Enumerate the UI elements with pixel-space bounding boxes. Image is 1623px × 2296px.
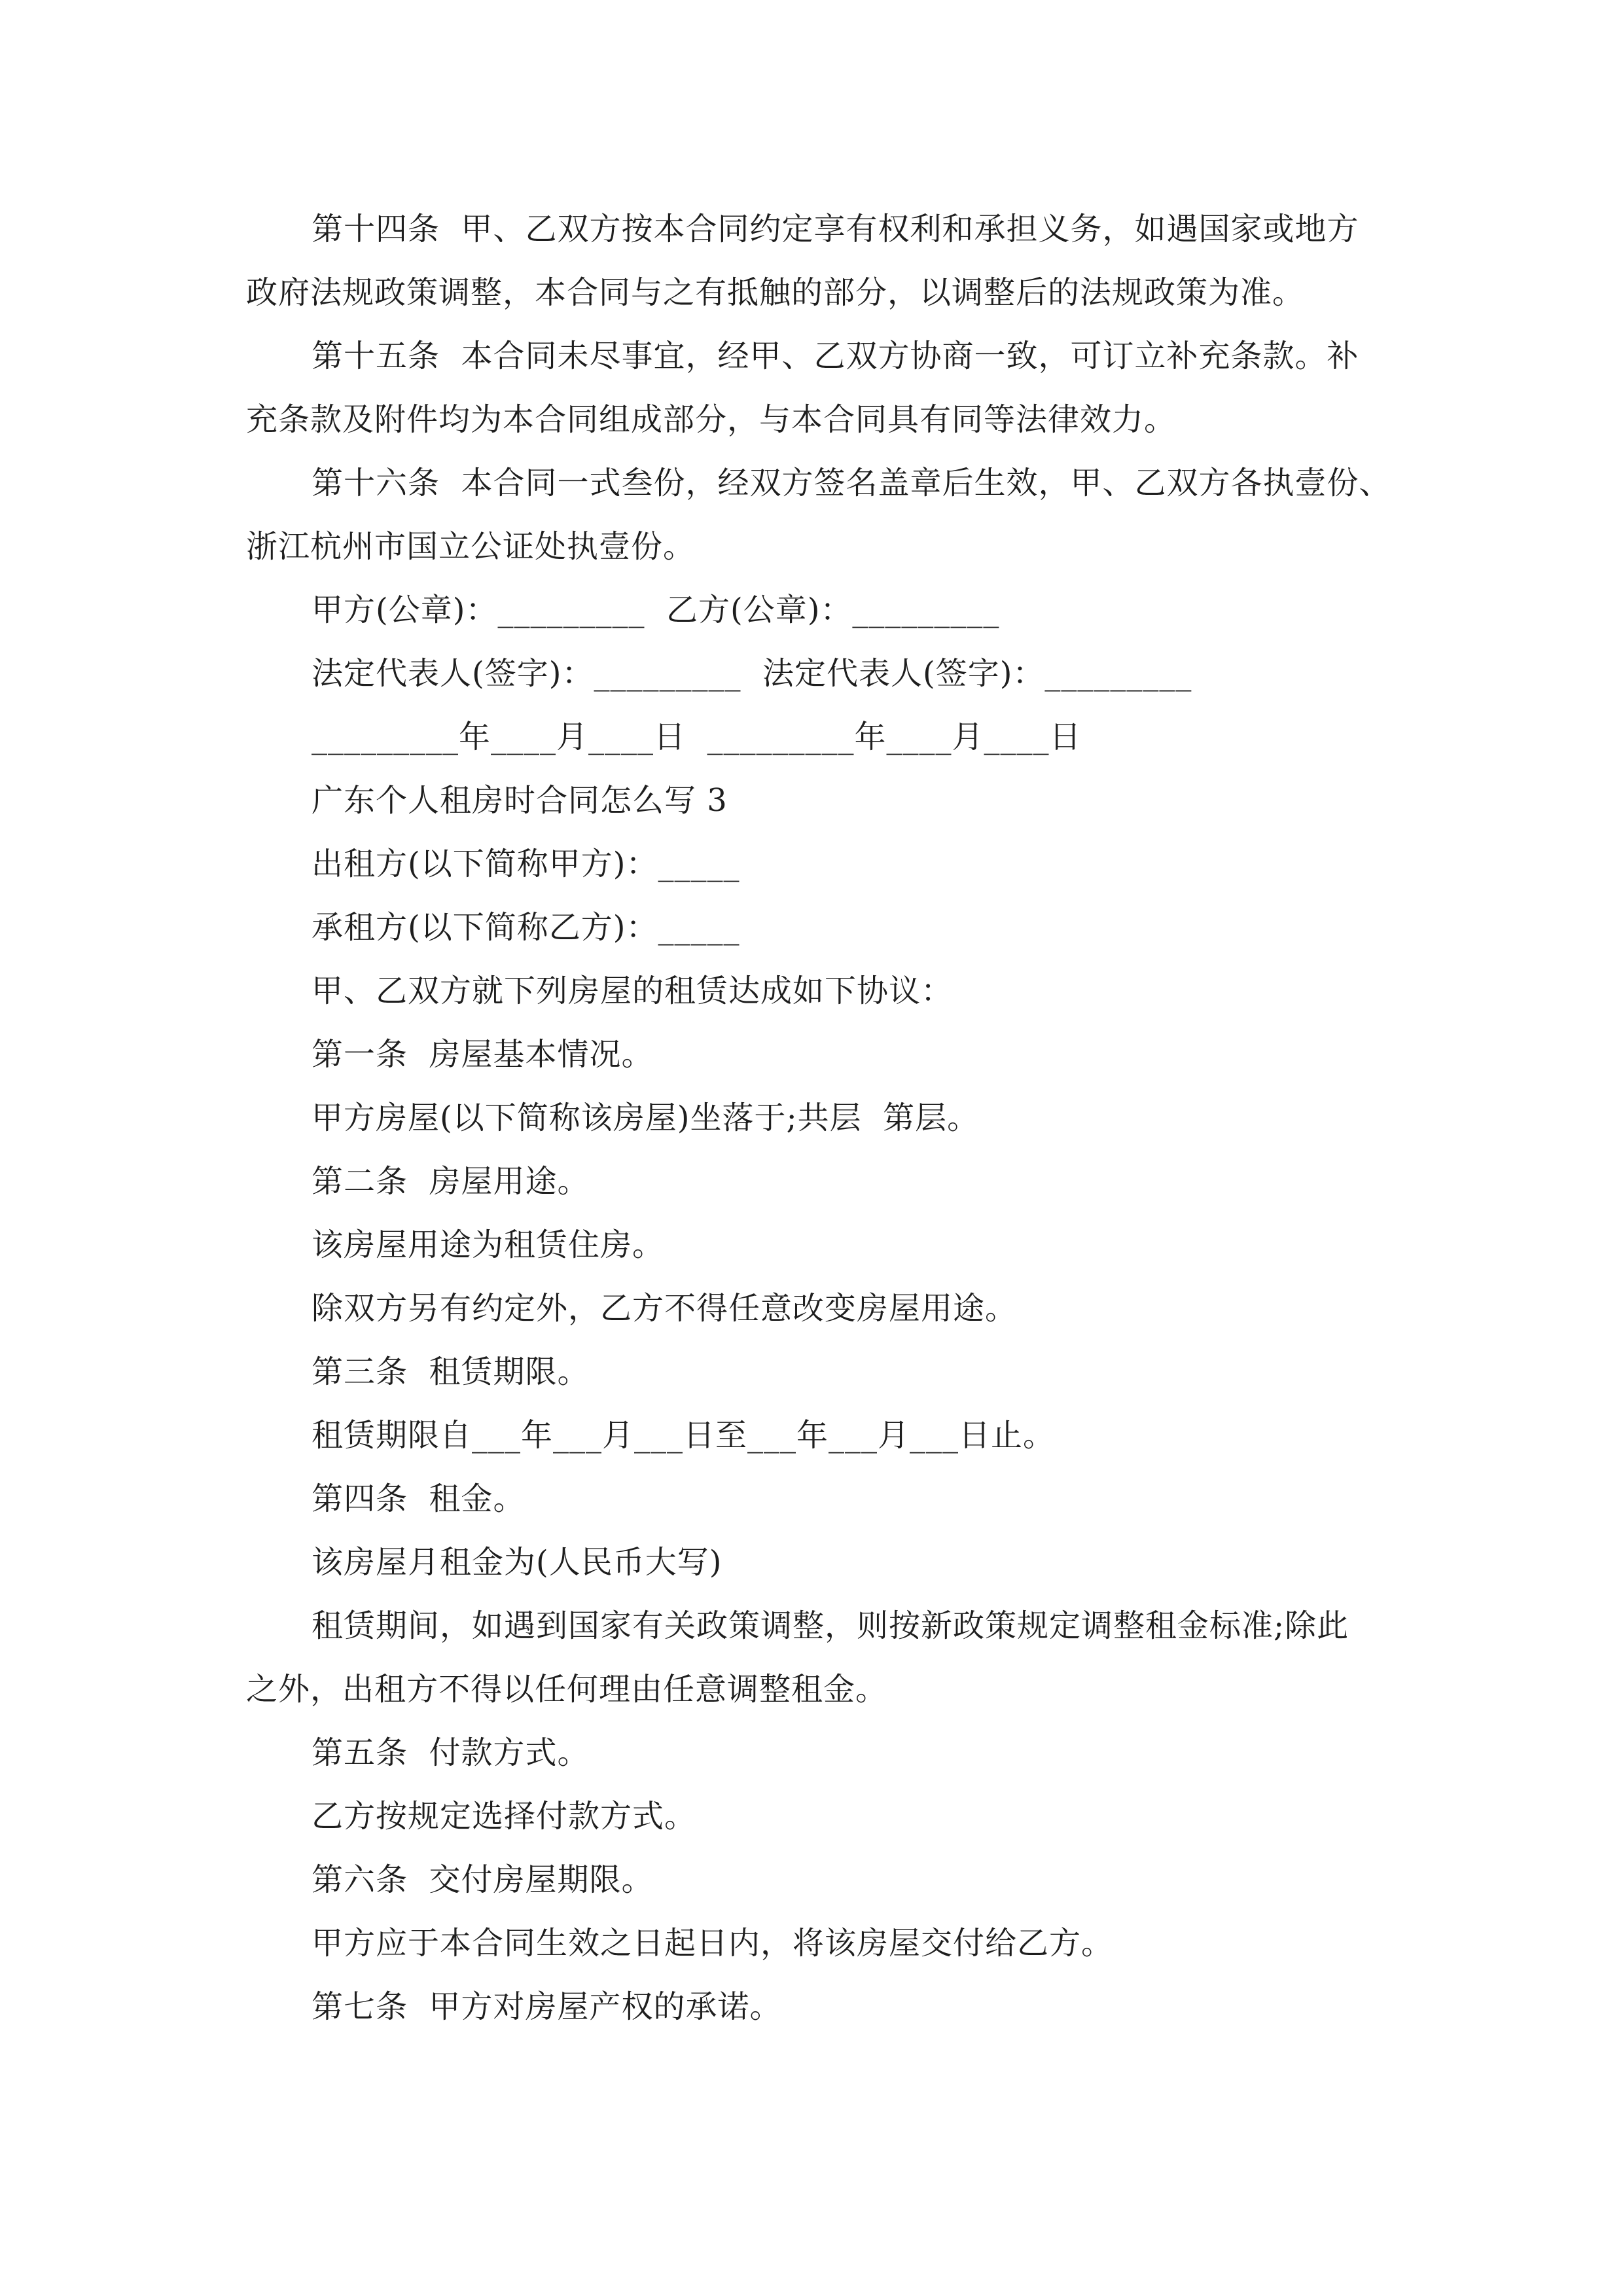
article-6-body: 甲方应于本合同生效之日起日内，将该房屋交付给乙方。 [312,1925,1114,1962]
article-6-heading: 第六条 交付房屋期限。 [312,1861,654,1898]
article-2-body-1: 该房屋用途为租赁住房。 [312,1227,665,1263]
representative-signature-line: 法定代表人(签字)：_________ 法定代表人(签字)：_________ [312,655,1192,692]
lessor-line: 出租方(以下简称甲方)：_____ [312,846,740,882]
article-16-line-1: 第十六条 本合同一式叁份，经双方签名盖章后生效，甲、乙双方各执壹份、 [312,465,1391,501]
date-line: _________年____月____日 _________年____月____日 [312,719,1082,755]
article-15-line-1: 第十五条 本合同未尽事宜，经甲、乙双方协商一致，可订立补充条款。补 [312,338,1359,374]
article-1-body: 甲方房屋(以下简称该房屋)坐落于;共层 第层。 [312,1100,980,1136]
article-7-heading: 第七条 甲方对房屋产权的承诺。 [312,1988,782,2025]
article-2-heading: 第二条 房屋用途。 [312,1163,590,1200]
article-4-body-1: 该房屋月租金为(人民币大写) [312,1544,722,1581]
article-14-line-2: 政府法规政策调整，本合同与之有抵触的部分，以调整后的法规政策为准。 [246,274,1305,311]
section-title: 广东个人租房时合同怎么写 3 [312,782,728,819]
seal-line: 甲方(公章)：_________ 乙方(公章)：_________ [312,592,1000,628]
article-16-line-2: 浙江杭州市国立公证处执壹份。 [246,528,696,565]
document-body [246,198,1398,2039]
article-5-heading: 第五条 付款方式。 [312,1734,590,1771]
lessee-line: 承租方(以下简称乙方)：_____ [312,909,740,946]
article-4-body-2-line-2: 之外，出租方不得以任何理由任意调整租金。 [246,1671,888,1708]
article-4-body-2-line-1: 租赁期间，如遇到国家有关政策调整，则按新政策规定调整租金标准;除此 [312,1607,1349,1644]
article-4-heading: 第四条 租金。 [312,1480,526,1517]
article-15-line-2: 充条款及附件均为本合同组成部分，与本合同具有同等法律效力。 [246,401,1177,438]
article-3-body: 租赁期限自___年___月___日至___年___月___日止。 [312,1417,1056,1454]
agreement-intro: 甲、乙双方就下列房屋的租赁达成如下协议： [312,973,954,1009]
article-1-heading: 第一条 房屋基本情况。 [312,1036,654,1073]
article-5-body: 乙方按规定选择付款方式。 [312,1798,697,1835]
article-14-line-1: 第十四条 甲、乙双方按本合同约定享有权利和承担义务，如遇国家或地方 [312,211,1359,247]
article-3-heading: 第三条 租赁期限。 [312,1354,590,1390]
article-2-body-2: 除双方另有约定外，乙方不得任意改变房屋用途。 [312,1290,1018,1327]
